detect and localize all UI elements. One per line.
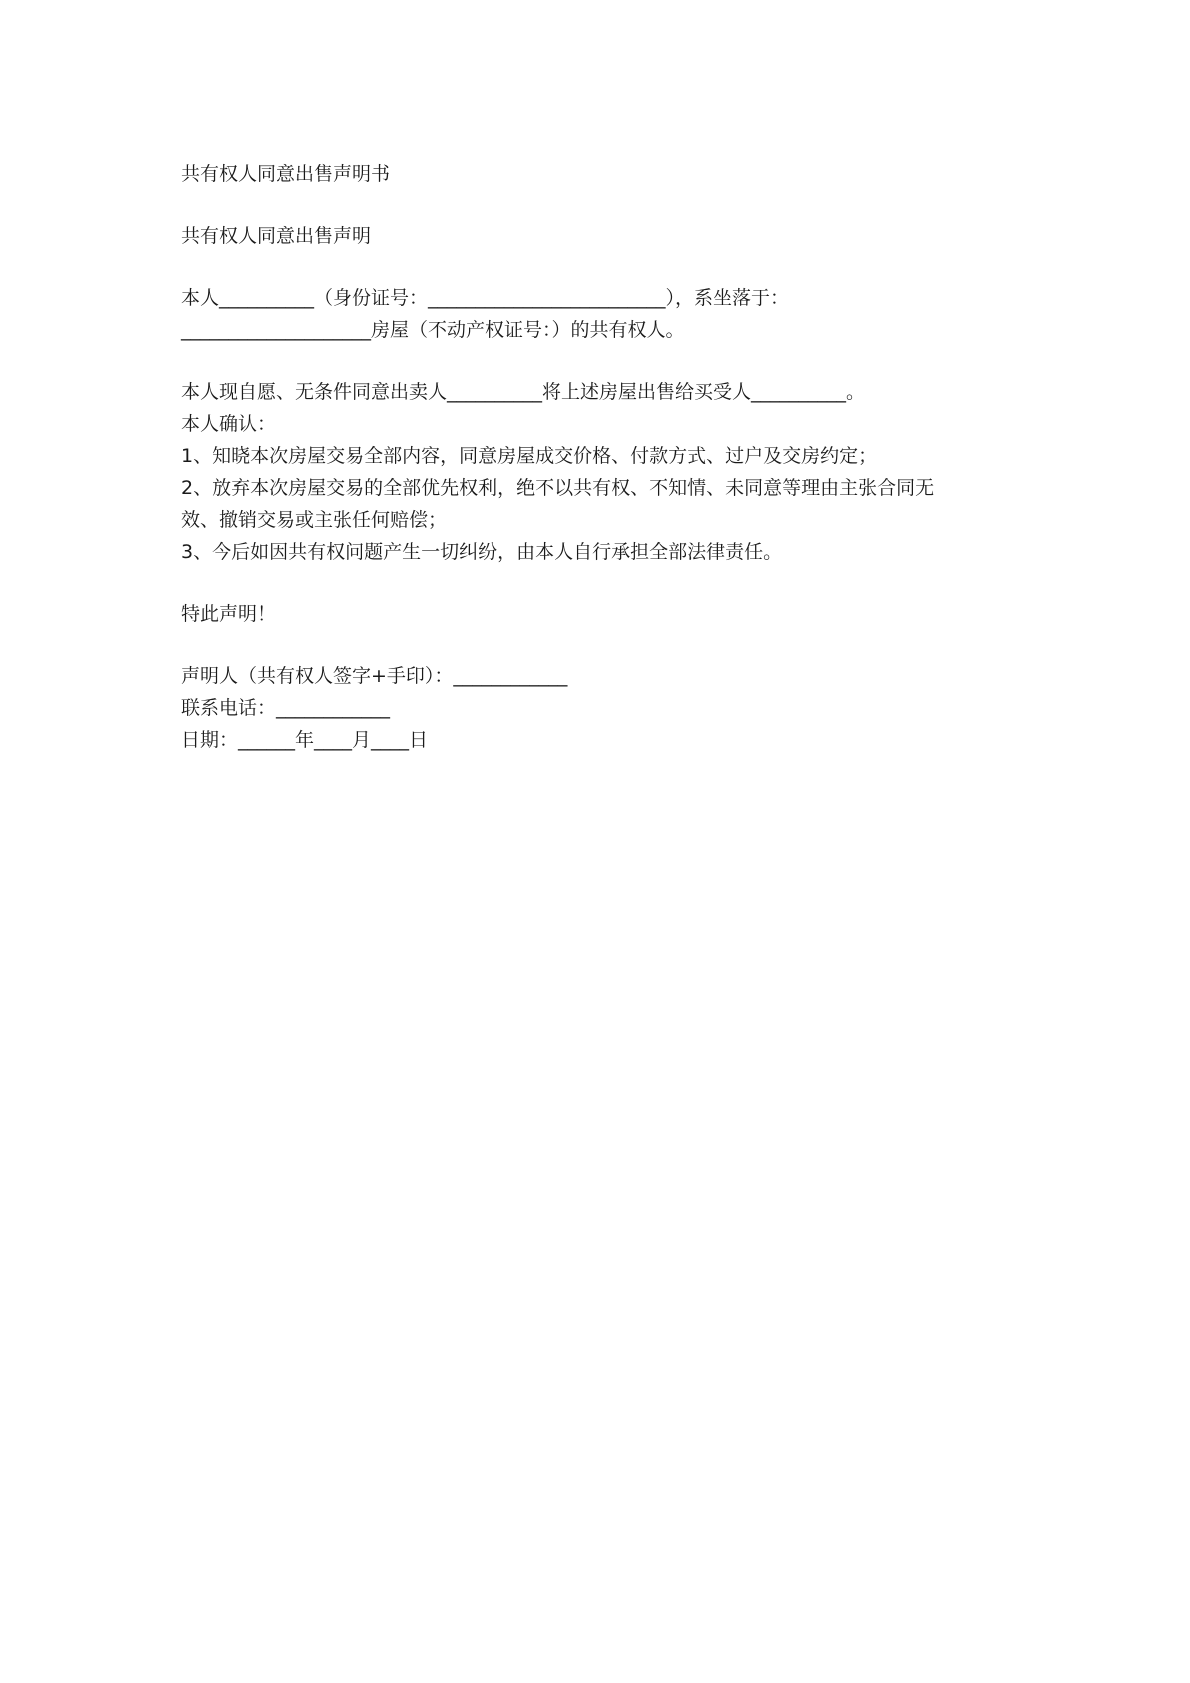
- date-line: 日期：______年____月____日: [181, 729, 429, 751]
- paragraph-line: 本人__________（身份证号：_________________________），系坐落于：: [181, 287, 790, 309]
- spacer: [181, 190, 1021, 220]
- declarant-paragraph: [181, 282, 1021, 346]
- document-body: [181, 158, 1021, 756]
- paragraph-line: 本人现自愿、无条件同意出卖人__________将上述房屋出售给买受人__________。: [181, 381, 866, 403]
- spacer: [181, 630, 1021, 660]
- list-item: 2、放弃本次房屋交易的全部优先权利，绝不以共有权、不知情、未同意等理由主张合同无: [181, 477, 935, 499]
- list-item: 1、知晓本次房屋交易全部内容，同意房屋成交价格、付款方式、过户及交房约定；: [181, 445, 878, 467]
- consent-paragraph: [181, 376, 1021, 568]
- list-item-continuation: 效、撤销交易或主张任何赔偿；: [181, 509, 448, 531]
- spacer: [181, 252, 1021, 282]
- closing-statement: 特此声明！: [181, 603, 277, 625]
- signature-block: [181, 660, 1021, 756]
- document-title: 共有权人同意出售声明书: [181, 163, 391, 185]
- document-subtitle: 共有权人同意出售声明: [181, 225, 372, 247]
- phone-line: 联系电话：____________: [181, 697, 391, 719]
- paragraph-line: 本人确认：: [181, 413, 277, 435]
- spacer: [181, 568, 1021, 598]
- spacer: [181, 346, 1021, 376]
- signature-line: 声明人（共有权人签字+手印）：____________: [181, 665, 568, 687]
- list-item: 3、今后如因共有权问题产生一切纠纷，由本人自行承担全部法律责任。: [181, 541, 783, 563]
- paragraph-line: ____________________房屋（不动产权证号：）的共有权人。: [181, 319, 685, 341]
